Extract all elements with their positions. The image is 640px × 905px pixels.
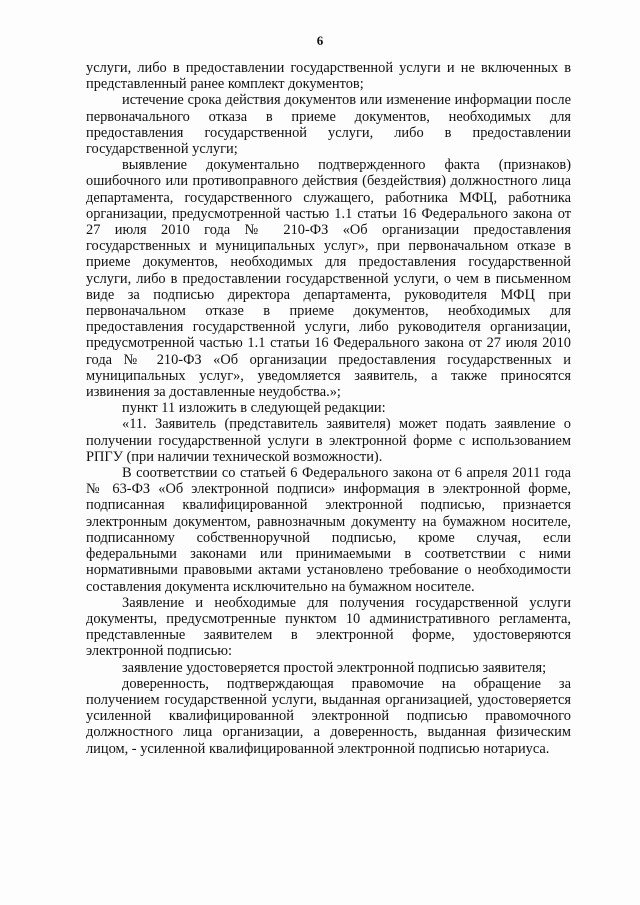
paragraph: Заявление и необходимые для получения государственной услуги документы, предусмотренные пунктом 10 административного регламента, представленные заявителем в электронной форме, удостоверяются электронной подписью: [86,594,571,660]
paragraph: заявление удостоверяется простой электронной подписью заявителя; [122,659,547,676]
paragraph: пункт 11 изложить в следующей редакции: [122,400,386,417]
paragraph: доверенность, подтверждающая правомочие на обращение за получением государственной услуги, выданная организацией, удостоверяется усиленной квалифицированной электронной подписью правомочного должностного лица организации, а доверенность, выданная физическим лицом, - усиленной квалифицированной электронной подписью нотариуса. [86,675,571,757]
paragraph: услуги, либо в предоставлении государственной услуги и не включенных в представленный ранее комплект документов; [86,60,571,93]
page-number: 6 [316,33,324,48]
paragraph: истечение срока действия документов или изменение информации после первоначального отказа в приеме документов, необходимых для предоставления государственной услуги, либо в предоставлении государственной услуги; [86,92,571,158]
paragraph: «11. Заявитель (представитель заявителя) может подать заявление о получении государственной услуги в электронной форме с использованием РПГУ (при наличии технической возможности). [86,416,571,465]
paragraph: выявление документально подтвержденного факта (признаков) ошибочного или противоправного действия (бездействия) должностного лица департамента, государственного служащего, работника МФЦ, работника организации, предусмотренной частью 1.1 статьи 16 Федерального закона от 27 июля 2010 года № 210-ФЗ «Об организации предоставления государственных и муниципальных услуг», при первоначальном отказе в приеме документов, необходимых для предоставления государственной услуги, либо в предоставлении государственной услуги, о чем в письменном виде за подписью директора департамента, руководителя МФЦ при первоначальном отказе в приеме документов, необходимых для предоставления государственной услуги, либо руководителя организации, предусмотренной частью 1.1 статьи 16 Федерального закона от 27 июля 2010 года № 210-ФЗ «Об организации предоставления государственных и муниципальных услуг», уведомляется заявитель, а также приносятся извинения за доставленные неудобства.»; [86,157,571,401]
document-body [86,60,571,757]
paragraph: В соответствии со статьей 6 Федерального закона от 6 апреля 2011 года № 63-ФЗ «Об электронной подписи» информация в электронной форме, подписанная квалифицированной электронной подписью, признается электронным документом, равнозначным документу на бумажном носителе, подписанному собственноручной подписью, кроме случая, если федеральными законами или принимаемыми в соответствии с ними нормативными правовыми актами установлено требование о необходимости составления документа исключительно на бумажном носителе. [86,465,571,595]
